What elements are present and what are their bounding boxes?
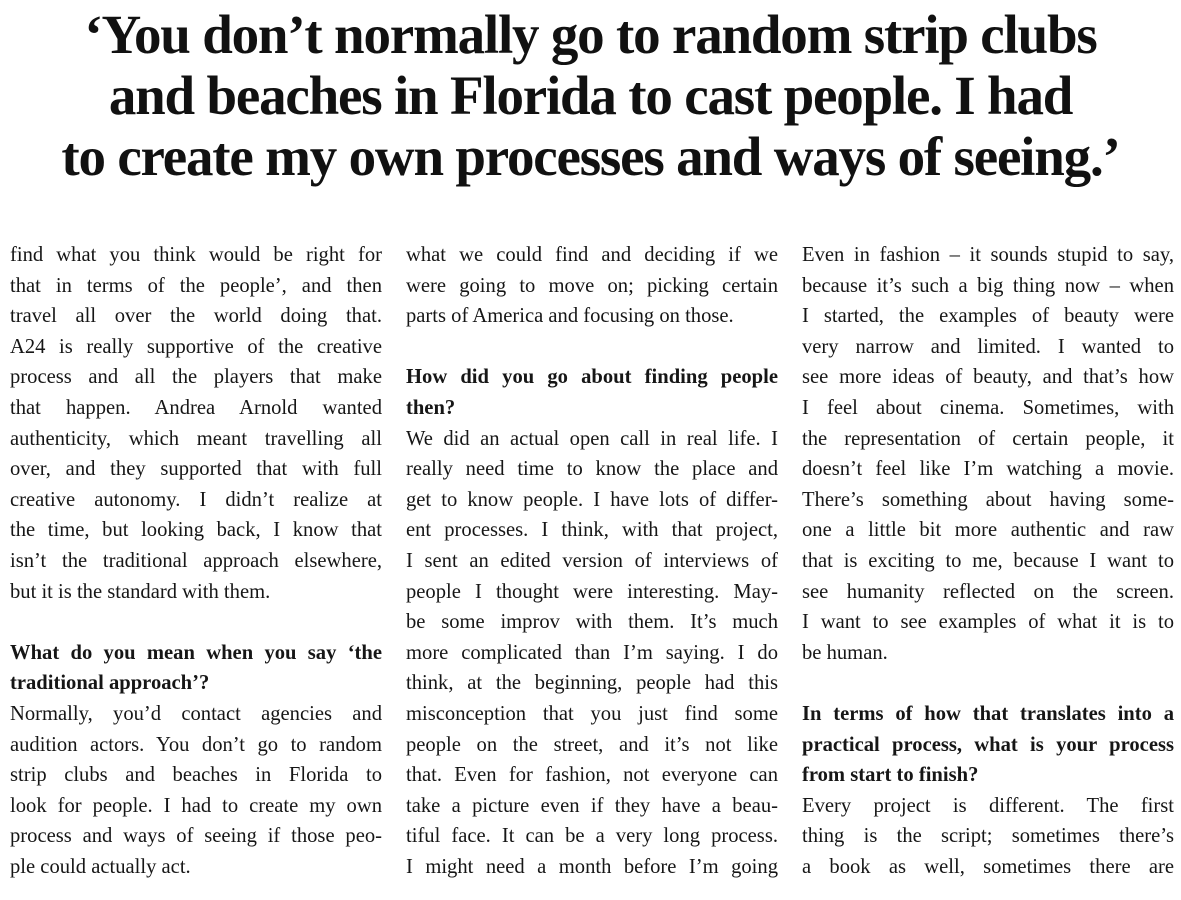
body-text-line: A24 is really supportive of the creative: [10, 335, 382, 358]
body-text-line: more complicated than I’m saying. I do: [406, 641, 778, 664]
body-text-line: see more ideas of beauty, and that’s how: [802, 366, 1174, 389]
paragraph-gap: [10, 607, 382, 638]
body-text-line: be human.: [802, 641, 888, 664]
body-text-line: I might need a month before I’m going: [406, 855, 778, 878]
body-text-line: that is exciting to me, because I want to: [802, 549, 1174, 572]
body-text-line: tiful face. It can be a very long process.: [406, 825, 778, 848]
question-line: then?: [406, 396, 456, 419]
pull-quote-line: ‘You don’t normally go to random strip clubs: [84, 4, 1097, 65]
text-column-3: [802, 240, 1174, 882]
question-line: In terms of how that translates into a: [802, 702, 1174, 725]
paragraph-gap: [802, 668, 1174, 699]
body-text-line: strip clubs and beaches in Florida to: [10, 764, 382, 787]
body-text-line: ent processes. I think, with that project,: [406, 519, 778, 542]
text-column-1: [10, 240, 382, 882]
body-text-line: travel all over the world doing that.: [10, 305, 382, 328]
body-text-line: the time, but looking back, I know that: [10, 519, 382, 542]
body-text-line: There’s something about having some-: [802, 488, 1174, 511]
body-text-line: Normally, you’d contact agencies and: [10, 702, 382, 725]
body-text-line: very narrow and limited. I wanted to: [802, 335, 1174, 358]
body-text-line: the representation of certain people, it: [802, 427, 1174, 450]
body-text-line: look for people. I had to create my own: [10, 794, 382, 817]
body-text-line: I started, the examples of beauty were: [802, 305, 1174, 328]
body-text-line: were going to move on; picking certain: [406, 274, 778, 297]
body-text-line: Even in fashion – it sounds stupid to say,: [802, 244, 1174, 266]
body-text-line: thing is the script; sometimes there’s: [802, 825, 1174, 848]
body-text-line: one a little bit more authentic and raw: [802, 519, 1174, 542]
body-text-line: misconception that you just find some: [406, 702, 778, 725]
body-text-line: see humanity reflected on the screen.: [802, 580, 1174, 603]
body-text-line: find what you think would be right for: [10, 244, 382, 266]
body-text-line: Every project is different. The first: [802, 794, 1174, 817]
body-text-line: people I thought were interesting. May-: [406, 580, 778, 603]
question-line: traditional approach’?: [10, 672, 210, 695]
body-text-line: parts of America and focusing on those.: [406, 305, 734, 328]
body-text-line: that. Even for fashion, not everyone can: [406, 764, 778, 787]
body-text-line: a book as well, sometimes there are: [802, 855, 1174, 878]
pull-quote-line: to create my own processes and ways of seeing.’: [61, 126, 1120, 187]
body-text-line: that in terms of the people’, and then: [10, 274, 382, 297]
body-text-line: authenticity, which meant travelling all: [10, 427, 382, 450]
body-text-line: We did an actual open call in real life. I: [406, 427, 778, 450]
body-text-line: I sent an edited version of interviews of: [406, 549, 778, 572]
body-text-line: that happen. Andrea Arnold wanted: [10, 396, 382, 419]
body-text-line: really need time to know the place and: [406, 458, 778, 481]
body-text-line: process and all the players that make: [10, 366, 382, 389]
paragraph-gap: [406, 332, 778, 363]
question-line: How did you go about finding people: [406, 366, 778, 389]
question-line: practical process, what is your process: [802, 733, 1174, 756]
body-text-line: process and ways of seeing if those peo-: [10, 825, 382, 848]
body-text-line: I want to see examples of what it is to: [802, 611, 1174, 634]
body-text-line: because it’s such a big thing now – when: [802, 274, 1174, 297]
body-text-line: ple could actually act.: [10, 855, 191, 878]
body-text-line: people on the street, and it’s not like: [406, 733, 778, 756]
body-text-line: take a picture even if they have a beau-: [406, 794, 778, 817]
text-column-2: [406, 240, 778, 882]
body-text-line: isn’t the traditional approach elsewhere,: [10, 549, 382, 572]
body-text-line: think, at the beginning, people had this: [406, 672, 778, 695]
body-text-line: I feel about cinema. Sometimes, with: [802, 396, 1174, 419]
pull-quote-line: and beaches in Florida to cast people. I had: [108, 65, 1073, 126]
body-text-line: audition actors. You don’t go to random: [10, 733, 382, 756]
body-text-line: but it is the standard with them.: [10, 580, 271, 603]
question-line: from start to finish?: [802, 764, 979, 787]
body-text-line: creative autonomy. I didn’t realize at: [10, 488, 382, 511]
body-text-line: get to know people. I have lots of differ-: [406, 488, 778, 511]
body-text-line: doesn’t feel like I’m watching a movie.: [802, 458, 1174, 481]
pull-quote: [0, 4, 1181, 187]
body-text-line: over, and they supported that with full: [10, 458, 382, 481]
body-text-line: be some improv with them. It’s much: [406, 611, 778, 634]
body-text-line: what we could find and deciding if we: [406, 244, 778, 266]
question-line: What do you mean when you say ‘the: [10, 641, 382, 664]
